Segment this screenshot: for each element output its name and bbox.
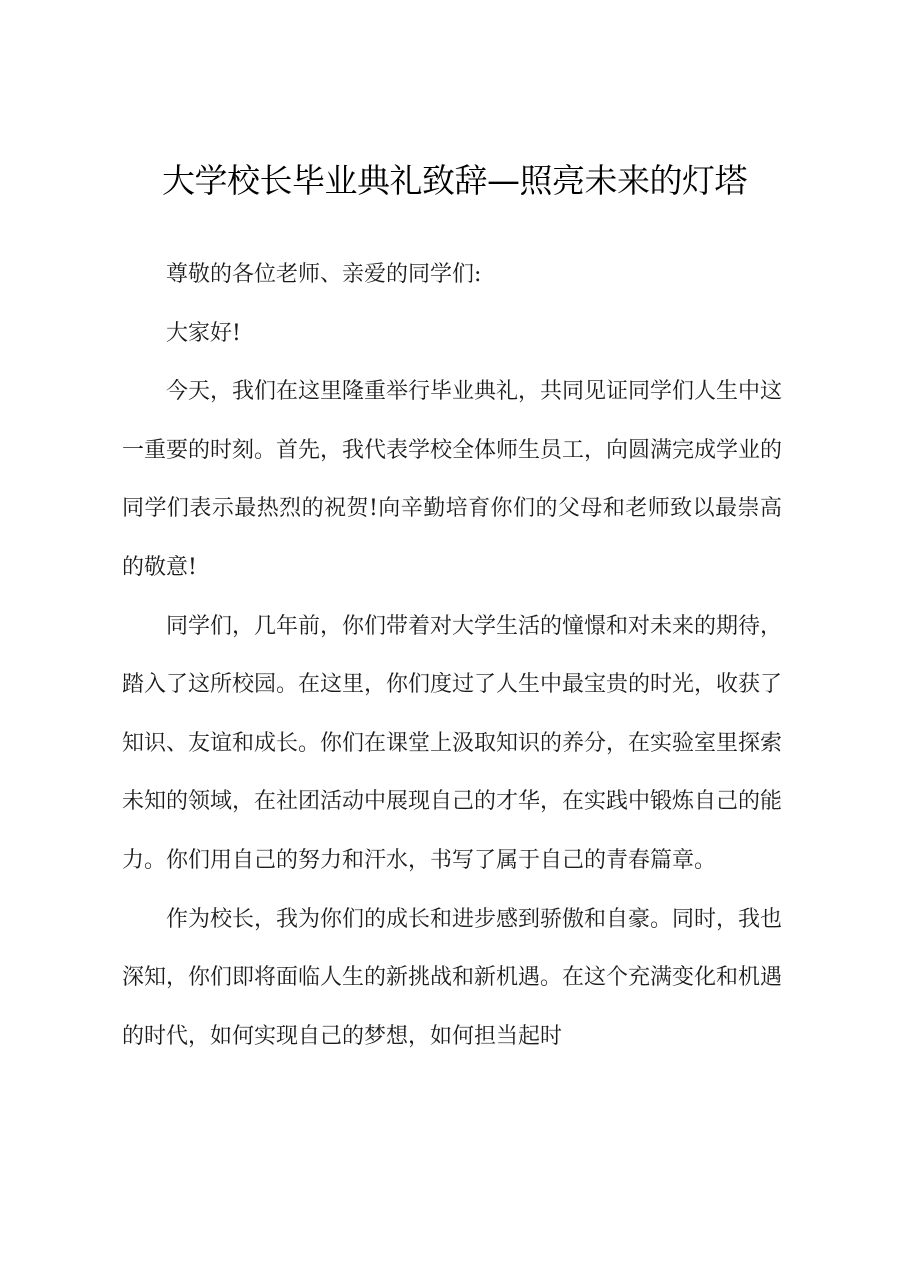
document-title: 大学校长毕业典礼致辞—照亮未来的灯塔 — [162, 161, 747, 200]
body-paragraph-congratulations: 今天，我们在这里隆重举行毕业典礼，共同见证同学们人生中这一重要的时刻。首先，我代表学校全体师生员工，向圆满完成学业的同学们表示最热烈的祝贺!向辛勤培育你们的父母和老师致以最崇高的敬意! — [122, 379, 783, 580]
body-paragraph-campus-life: 同学们，几年前，你们带着对大学生活的憧憬和对未来的期待，踏入了这所校园。在这里，你们度过了人生中最宝贵的时光，收获了知识、友谊和成长。你们在课堂上汲取知识的养分，在实验室里探索未知的领域，在社团活动中展现自己的才华，在实践中锻炼自己的能力。你们用自己的努力和汗水，书写了属于自己的青春篇章。 — [122, 613, 783, 873]
document-body — [122, 246, 782, 1066]
body-paragraph-president-pride: 作为校长，我为你们的成长和进步感到骄傲和自豪。同时，我也深知，你们即将面临人生的新挑战和新机遇。在这个充满变化和机遇的时代，如何实现自己的梦想，如何担当起时 — [122, 906, 783, 1049]
greeting-paragraph: 大家好! — [166, 320, 241, 346]
salutation-paragraph: 尊敬的各位老师、亲爱的同学们: — [166, 262, 482, 287]
